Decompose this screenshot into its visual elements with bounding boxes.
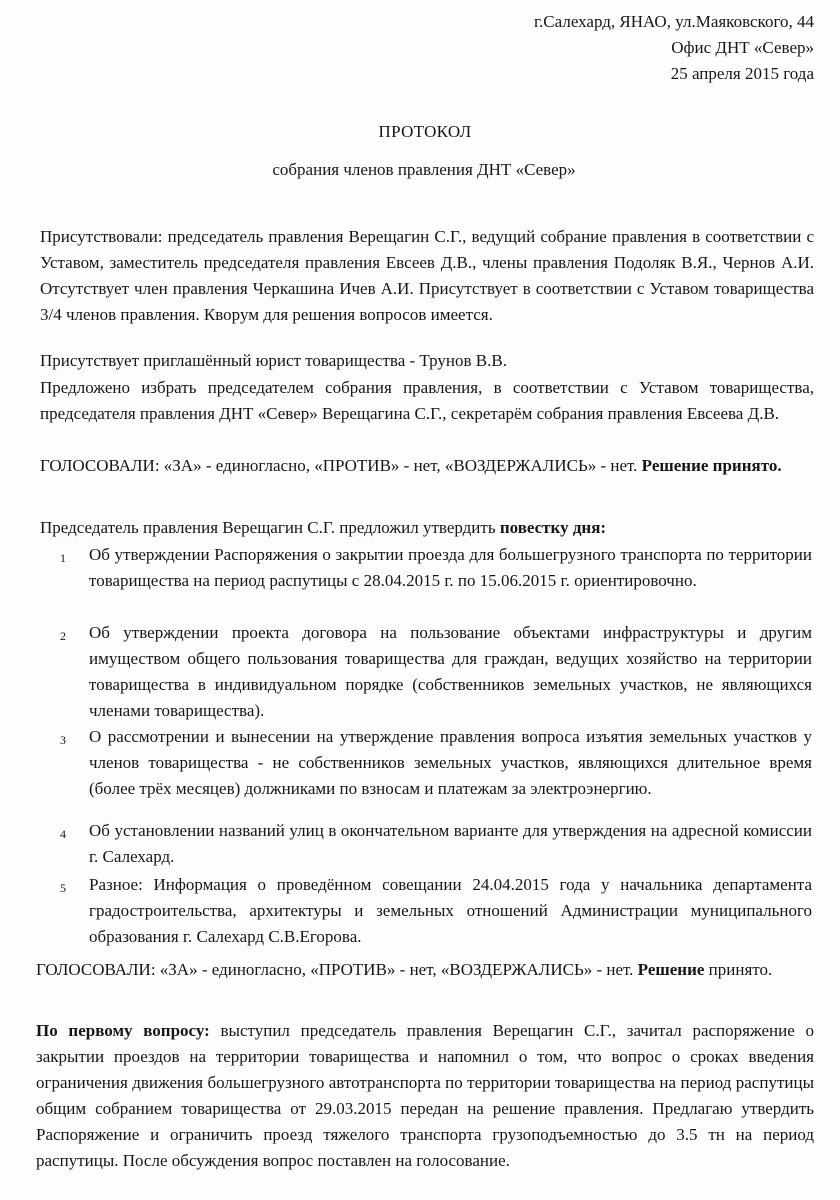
agenda-text: О рассмотрении и вынесении на утверждение правления вопроса изъятия земельных участков у членов товарищества - не собственников земельных участков, являющихся длительное время (более трёх месяцев) должниками по взносам и платежам за электроэнергию. — [89, 727, 812, 798]
vote-result-2 — [36, 957, 814, 983]
first-question-paragraph — [36, 1018, 814, 1174]
agenda-text: Об утверждении Распоряжения о закрытии проезда для большегрузного транспорта по территории товарищества на период распутицы с 28.04.2015 г. по 15.06.2015 г. ориентировочно. — [89, 545, 812, 590]
agenda-number: 5 — [60, 881, 66, 895]
agenda-item — [60, 818, 812, 870]
agenda-number: 4 — [60, 827, 66, 841]
agenda-item — [60, 620, 812, 724]
header-address: г.Салехард, ЯНАО, ул.Маяковского, 44 — [534, 12, 814, 31]
document-title: ПРОТОКОЛ — [378, 122, 472, 141]
agenda-item — [60, 724, 812, 802]
agenda-text: Разное: Информация о проведённом совещании 24.04.2015 года у начальника департамента градостроительства, архитектуры и земельных отношений Администрации муниципального образования г. Салехард С.В.Егорова. — [89, 875, 812, 946]
first-question-text: выступил председатель правления Верещагин С.Г., зачитал распоряжение о закрытии проездов на территории товарищества и напомнил о том, что вопрос о сроках введения ограничения движения большегрузного автотранспорта по территории товарищества на период распутицы общим собранием товарищества от 29.03.2015 передан на решение правления. Предлагаю утвердить Распоряжение и ограничить проезд тяжелого транспорта грузоподъемностью до 3.5 тн на период распутицы. После обсуждения вопрос поставлен на голосование. — [36, 1021, 814, 1170]
decision-2-bold: Решение — [637, 960, 705, 979]
decision-1: Решение принято. — [641, 456, 782, 475]
agenda-number: 3 — [60, 733, 66, 747]
agenda-intro — [40, 515, 814, 541]
document-header — [534, 9, 814, 87]
vote-text-1: ГОЛОСОВАЛИ: «ЗА» - единогласно, «ПРОТИВ» - нет, «ВОЗДЕРЖАЛИСЬ» - нет. — [40, 456, 638, 475]
header-date: 25 апреля 2015 года — [670, 64, 814, 83]
agenda-number: 2 — [60, 629, 66, 643]
decision-2-rest: принято. — [708, 960, 773, 979]
header-office: Офис ДНТ «Север» — [671, 38, 814, 57]
agenda-text: Об установлении названий улиц в окончательном варианте для утверждения на адресной комиссии г. Салехард. — [89, 821, 812, 866]
proposal-text: Предложено избрать председателем собрания правления, в соответствии с Уставом товарищества, председателя правления ДНТ «Север» Верещагина С.Г., секретарём собрания правления Евсеева Д.В. — [40, 378, 814, 423]
agenda-text: Об утверждении проекта договора на пользование объектами инфраструктуры и другим имуществом общего пользования товарищества для граждан, ведущих хозяйство на территории товарищества в индивидуальном порядке (собственников земельных участков, не являющихся членами товарищества). — [89, 623, 812, 720]
agenda-intro-bold: повестку дня: — [499, 518, 607, 537]
lawyer-paragraph: Присутствует приглашённый юрист товарищества - Трунов В.В. — [40, 351, 507, 370]
agenda-item — [60, 542, 812, 594]
document-subtitle: собрания членов правления ДНТ «Север» — [272, 160, 576, 179]
agenda-item — [60, 872, 812, 950]
attendance-paragraph: Присутствовали: председатель правления Верещагин С.Г., ведущий собрание правления в соответствии с Уставом, заместитель председателя правления Евсеев Д.В., члены правления Подоляк В.Я., Чернов А.И. Отсутствует член правления Черкашина Ичев А.И. Присутствует в соответствии с Уставом товарищества 3/4 членов правления. Кворум для решения вопросов имеется. — [40, 227, 814, 324]
agenda-number: 1 — [60, 551, 66, 565]
agenda-intro-text: Председатель правления Верещагин С.Г. предложил утвердить — [40, 518, 496, 537]
chairman-proposal-paragraph — [40, 375, 814, 427]
vote-text-2: ГОЛОСОВАЛИ: «ЗА» - единогласно, «ПРОТИВ» - нет, «ВОЗДЕРЖАЛИСЬ» - нет. — [36, 960, 634, 979]
first-question-heading: По первому вопросу: — [36, 1021, 210, 1040]
vote-result-1 — [40, 453, 814, 479]
